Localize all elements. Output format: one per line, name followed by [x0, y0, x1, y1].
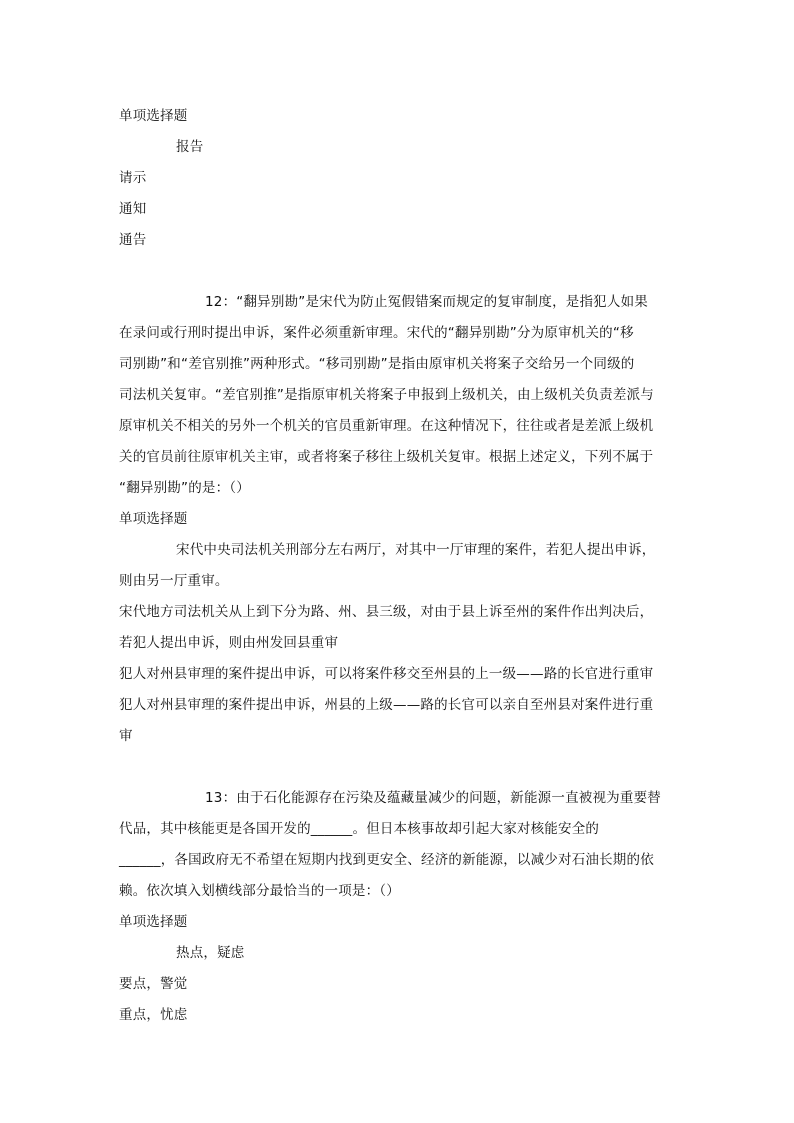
question-13-line-2: 代品，其中核能更是各国开发的______。但日本核事故却引起大家对核能安全的	[119, 821, 600, 837]
question-12-line-3: 司别勘”和“差官别推”两种形式。“移司别勘”是指由原审机关将案子交给另一个同级的	[119, 356, 635, 372]
question-12-line-2: 在录问或行刑时提出申诉，案件必须重新审理。宋代的“翻异别勘”分为原审机关的“移	[119, 325, 634, 341]
option-a-line-2: 则由另一厅重审。	[119, 573, 229, 589]
question-13-line-1: 13：由于石化能源存在污染及蕴藏量减少的问题，新能源一直被视为重要替	[205, 790, 661, 806]
question-type-label: 单项选择题	[119, 108, 188, 124]
option-b: 要点，警觉	[119, 976, 188, 992]
question-type-label: 单项选择题	[119, 914, 188, 930]
question-13-line-4: 赖。依次填入划横线部分最恰当的一项是：（）	[119, 883, 400, 899]
option-d-line-1: 犯人对州县审理的案件提出申诉，州县的上级——路的长官可以亲自至州县对案件进行重	[119, 697, 654, 713]
question-12-line-5: 原审机关不相关的另外一个机关的官员重新审理。在这种情况下，往往或者是差派上级机	[119, 418, 654, 434]
question-12-line-6: 关的官员前往原审机关主审，或者将案子移往上级机关复审。根据上述定义，下列不属于	[119, 449, 654, 465]
spacer	[119, 256, 671, 287]
option-a: 热点，疑虑	[176, 945, 245, 961]
question-12-line-4: 司法机关复审。“差官别推”是指原审机关将案子申报到上级机关，由上级机关负责差派与	[119, 387, 654, 403]
option-a: 报告	[176, 139, 204, 155]
option-c: 重点，忧虑	[119, 1007, 188, 1023]
option-b-line-1: 宋代地方司法机关从上到下分为路、州、县三级，对由于县上诉至州的案件作出判决后，	[119, 604, 654, 620]
question-12-line-7: “翻异别勘”的是：（）	[119, 480, 250, 496]
option-b-line-2: 若犯人提出申诉，则由州发回县重审	[119, 635, 339, 651]
question-13-line-3: ______，各国政府无不希望在短期内找到更安全、经济的新能源，以减少对石油长期的依	[119, 852, 654, 868]
option-d: 通告	[119, 232, 147, 248]
question-type-label: 单项选择题	[119, 511, 188, 527]
document-body	[119, 101, 671, 1031]
question-12-line-1: 12：“翻异别勘”是宋代为防止冤假错案而规定的复审制度，是指犯人如果	[205, 294, 648, 310]
option-d-line-2: 审	[119, 728, 133, 744]
option-c: 犯人对州县审理的案件提出申诉，可以将案件移交至州县的上一级——路的长官进行重审	[119, 666, 654, 682]
option-c: 通知	[119, 201, 147, 217]
option-b: 请示	[119, 170, 147, 186]
spacer	[119, 752, 671, 783]
option-a-line-1: 宋代中央司法机关刑部分左右两厅，对其中一厅审理的案件，若犯人提出申诉，	[176, 542, 656, 558]
